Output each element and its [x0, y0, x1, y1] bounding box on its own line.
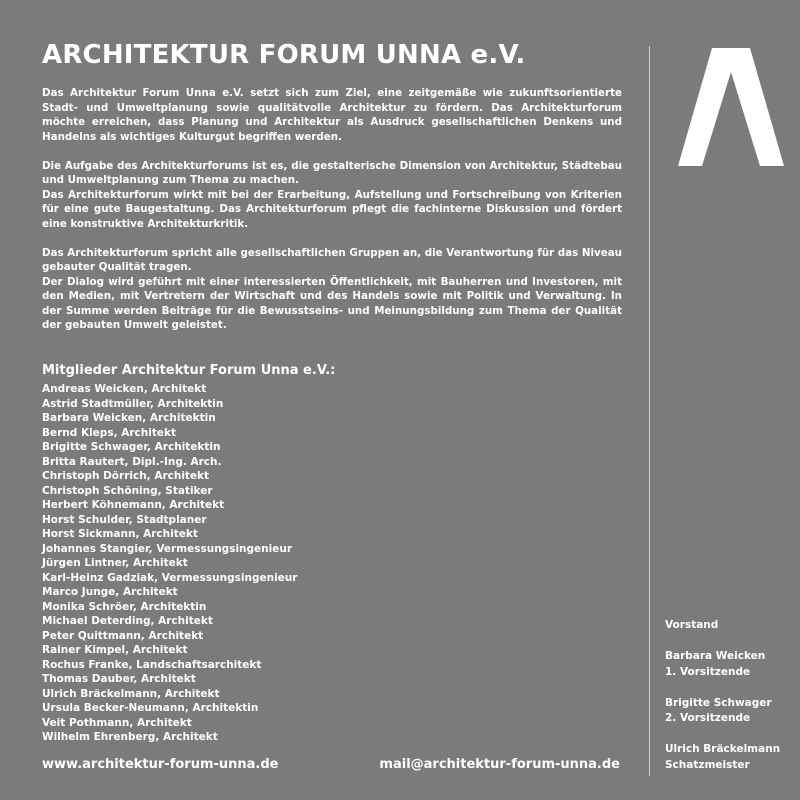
member-item: Astrid Stadtmüller, Architektin: [42, 397, 224, 410]
member-item: Monika Schröer, Architektin: [42, 600, 207, 613]
member-item: Christoph Schöning, Statiker: [42, 484, 213, 497]
member-item: Bernd Kleps, Architekt: [42, 426, 176, 439]
member-item: Horst Schulder, Stadtplaner: [42, 513, 207, 526]
intro-sentence-2a: Die Aufgabe des Architekturforums ist es, die gestalterische Dimension von Architektur, Städtebau und Umweltplanung zum Thema zu machen.: [42, 159, 622, 186]
member-item: Herbert Köhnemann, Architekt: [42, 499, 225, 511]
board-member-name: Brigitte Schwager: [665, 696, 772, 709]
letter-a-logo-icon: [678, 48, 784, 166]
member-item: Andreas Weicken, Architekt: [42, 383, 207, 395]
members-heading: Mitglieder Architektur Forum Unna e.V.:: [42, 363, 336, 378]
board-member-role: 2. Vorsitzende: [665, 712, 751, 724]
member-item: Ursula Becker-Neumann, Architektin: [42, 702, 259, 714]
board-member-role: 1. Vorsitzende: [665, 665, 751, 678]
member-item: Brigitte Schwager, Architektin: [42, 441, 221, 453]
board-section: [665, 618, 780, 789]
member-item: Jürgen Lintner, Architekt: [42, 557, 188, 569]
intro-paragraph-2: [42, 159, 622, 232]
vertical-divider: [649, 46, 650, 776]
member-item: Rochus Franke, Landschaftsarchitekt: [42, 658, 262, 671]
member-item: Christoph Dörrich, Architekt: [42, 470, 210, 482]
member-item: Marco Junge, Architekt: [42, 586, 178, 598]
board-member-name: Barbara Weicken: [665, 650, 766, 662]
intro-sentence-3a: Das Architekturforum spricht alle gesellschaftlichen Gruppen an, die Verantwortung für das Niveau gebauter Qualität tragen.: [42, 246, 622, 273]
member-item: Horst Sickmann, Architekt: [42, 528, 198, 540]
member-item: Johannes Stangier, Vermessungsingenieur: [42, 542, 293, 555]
board-member: [665, 742, 780, 773]
email-link[interactable]: mail@architektur-forum-unna.de: [379, 757, 620, 772]
member-item: Karl-Heinz Gadziak, Vermessungsingenieur: [42, 571, 298, 584]
member-item: Barbara Weicken, Architektin: [42, 412, 216, 424]
member-item: Veit Pothmann, Architekt: [42, 716, 192, 729]
website-link[interactable]: www.architektur-forum-unna.de: [42, 757, 279, 772]
member-item: Thomas Dauber, Architekt: [42, 673, 196, 685]
board-member: [665, 696, 780, 727]
member-item: Rainer Kimpel, Architekt: [42, 644, 188, 656]
member-item: Ulrich Bräckelmann, Architekt: [42, 687, 220, 700]
intro-paragraph-3: [42, 246, 622, 333]
intro-sentence-3b: Der Dialog wird geführt mit einer interessierten Öffentlichkeit, mit Bauherren und Investoren, mit den Medien, mit Vertretern der Wirtschaft und des Handels sowie mit Politik und Verwaltung. In der Summe werden Beiträge für die Bewusstseins- und Meinungsbildung zum Thema der Qualität der gebauten Umwelt geleistet.: [42, 275, 622, 331]
member-item: Britta Rautert, Dipl.-Ing. Arch.: [42, 455, 222, 468]
page-title: ARCHITEKTUR FORUM UNNA e.V.: [42, 40, 526, 70]
board-member-role: Schatzmeister: [665, 758, 750, 771]
board-title: Vorstand: [665, 619, 719, 631]
member-item: Wilhelm Ehrenberg, Architekt: [42, 731, 218, 743]
intro-sentence-2b: Das Architekturforum wirkt mit bei der Erarbeitung, Aufstellung und Fortschreibung von Kriterien für eine gute Baugestaltung. Das Architekturforum pflegt die fachinterne Diskussion und fördert eine konstruktive Architekturkritik.: [42, 188, 622, 230]
intro-text: [42, 86, 622, 347]
member-item: Michael Deterding, Architekt: [42, 615, 213, 627]
board-member-name: Ulrich Bräckelmann: [665, 743, 781, 755]
members-list: [42, 382, 297, 745]
board-member: [665, 649, 780, 680]
member-item: Peter Quittmann, Architekt: [42, 629, 204, 642]
intro-paragraph-1: Das Architektur Forum Unna e.V. setzt sich zum Ziel, eine zeitgemäße wie zukunftsorientierte Stadt- und Umweltplanung sowie qualitätvolle Architektur zu fördern. Das Architekturforum möchte erreichen, dass Planung und Architektur als Ausdruck gesellschaftlichen Denkens und Handelns als wichtiges Kulturgut begriffen werden.: [42, 87, 622, 143]
